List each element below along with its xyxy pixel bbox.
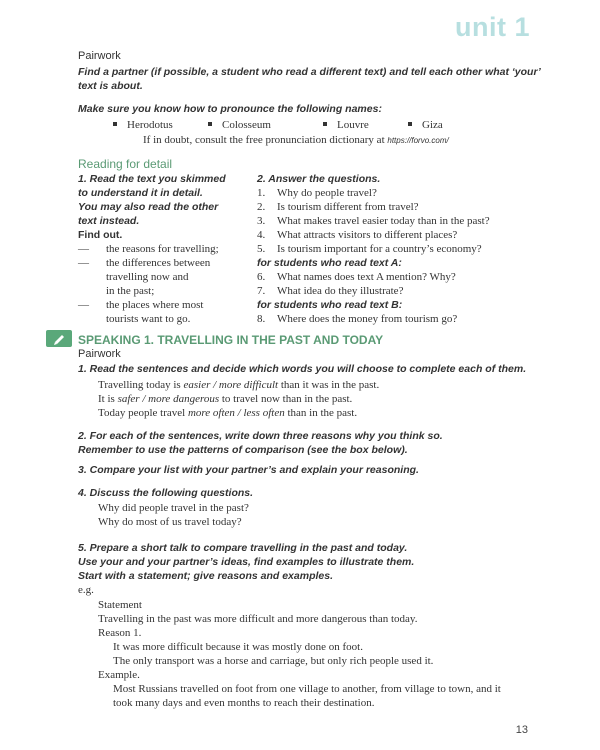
list-item: 7. What idea do they illustrate?: [257, 285, 404, 297]
pencil-icon: [46, 330, 72, 347]
speaking-pairwork: Pairwork: [78, 348, 121, 360]
task4-questions: [98, 501, 249, 529]
for-text-b: for students who read text B:: [257, 299, 403, 311]
pairwork-instruction: Find a partner (if possible, a student who read a different text) and tell each other what ‘your’ text is about.: [78, 66, 541, 92]
name-item: Colosseum: [208, 118, 271, 132]
task1-line: to understand it in detail.: [78, 187, 203, 199]
questions-list: [257, 312, 537, 326]
speaking-task1: 1. Read the sentences and decide which words you will choose to complete each of them.: [78, 363, 527, 375]
list-item: — the differences between travelling now and in the past;: [78, 257, 211, 297]
task1-line: text instead.: [78, 215, 140, 227]
speaking-title: SPEAKING 1. TRAVELLING IN THE PAST AND TODAY: [78, 333, 384, 347]
list-item: 8. Where does the money from tourism go?: [257, 313, 458, 325]
task4-question: Why do most of us travel today?: [98, 516, 242, 528]
example-label: Example.: [98, 669, 140, 681]
page-number: 13: [515, 724, 528, 736]
task1-line: You may also read the other: [78, 201, 219, 213]
name-item: Herodotus: [113, 118, 173, 132]
reading-task1: [78, 172, 253, 326]
name-item: Louvre: [323, 118, 369, 132]
list-item: 2. Is tourism different from travel?: [257, 201, 419, 213]
task5-line: Start with a statement; give reasons and examples.: [78, 570, 334, 582]
reason-line: The only transport was a horse and carriage, but only rich people used it.: [113, 655, 434, 667]
unit-title: unit 1: [455, 12, 530, 42]
speaking-task3: 3. Compare your list with your partner’s and explain your reasoning.: [78, 464, 419, 476]
pairwork-label: Pairwork: [78, 50, 121, 62]
speaking-task4: 4. Discuss the following questions.: [78, 487, 254, 499]
task5-line: 5. Prepare a short talk to compare travelling in the past and today.: [78, 542, 408, 554]
task2-line: Remember to use the patterns of comparison (see the box below).: [78, 444, 408, 456]
eg-label: e.g.: [78, 584, 94, 596]
name-item: Giza: [408, 118, 443, 132]
sentence: Today people travel more often / less often than in the past.: [98, 407, 358, 419]
statement-label: Statement: [98, 599, 142, 611]
reason-label: Reason 1.: [98, 627, 142, 639]
task1-line: 1. Read the text you skimmed: [78, 173, 226, 185]
questions-list: [257, 270, 537, 298]
reason-line: It was more difficult because it was mostly done on foot.: [113, 641, 363, 653]
find-list: [78, 242, 253, 326]
list-item: — the reasons for travelling;: [78, 243, 219, 255]
sentence: Travelling today is easier / more difficult than it was in the past.: [98, 379, 380, 391]
list-item: 1. Why do people travel?: [257, 187, 377, 199]
questions-list: [257, 186, 537, 256]
statement-text: Travelling in the past was more difficult and more dangerous than today.: [98, 613, 418, 625]
reading-task2: [257, 172, 537, 326]
reading-heading: Reading for detail: [78, 157, 173, 171]
for-text-a: for students who read text A:: [257, 257, 402, 269]
speaking-task5: [78, 541, 414, 583]
forvo-link[interactable]: https://forvo.com/: [387, 136, 449, 145]
list-item: 6. What names does text A mention? Why?: [257, 271, 456, 283]
task5-line: Use your and your partner’s ideas, find examples to illustrate them.: [78, 556, 415, 568]
task2-line: 2. For each of the sentences, write down three reasons why you think so.: [78, 430, 443, 442]
list-item: 4. What attracts visitors to different places?: [257, 229, 458, 241]
task4-question: Why did people travel in the past?: [98, 502, 249, 514]
choice-sentences: [98, 378, 518, 420]
example-line: Most Russians travelled on foot from one village to another, from village to town, and it: [113, 683, 501, 695]
example-line: took many days and even months to reach their destination.: [113, 697, 375, 709]
pronounce-hint: If in doubt, consult the free pronunciation dictionary at https://forvo.com/: [143, 134, 449, 146]
list-item: — the places where most tourists want to go.: [78, 299, 204, 325]
example-text: [113, 682, 501, 710]
reason-text: [113, 640, 433, 668]
list-item: 5. Is tourism important for a country’s economy?: [257, 243, 482, 255]
task2-heading: 2. Answer the questions.: [257, 173, 381, 185]
speaking-task2: [78, 429, 443, 457]
pronounce-heading: Make sure you know how to pronounce the following names:: [78, 103, 382, 115]
task1-line: Find out.: [78, 229, 123, 241]
list-item: 3. What makes travel easier today than in the past?: [257, 215, 490, 227]
sentence: It is safer / more dangerous to travel now than in the past.: [98, 393, 353, 405]
